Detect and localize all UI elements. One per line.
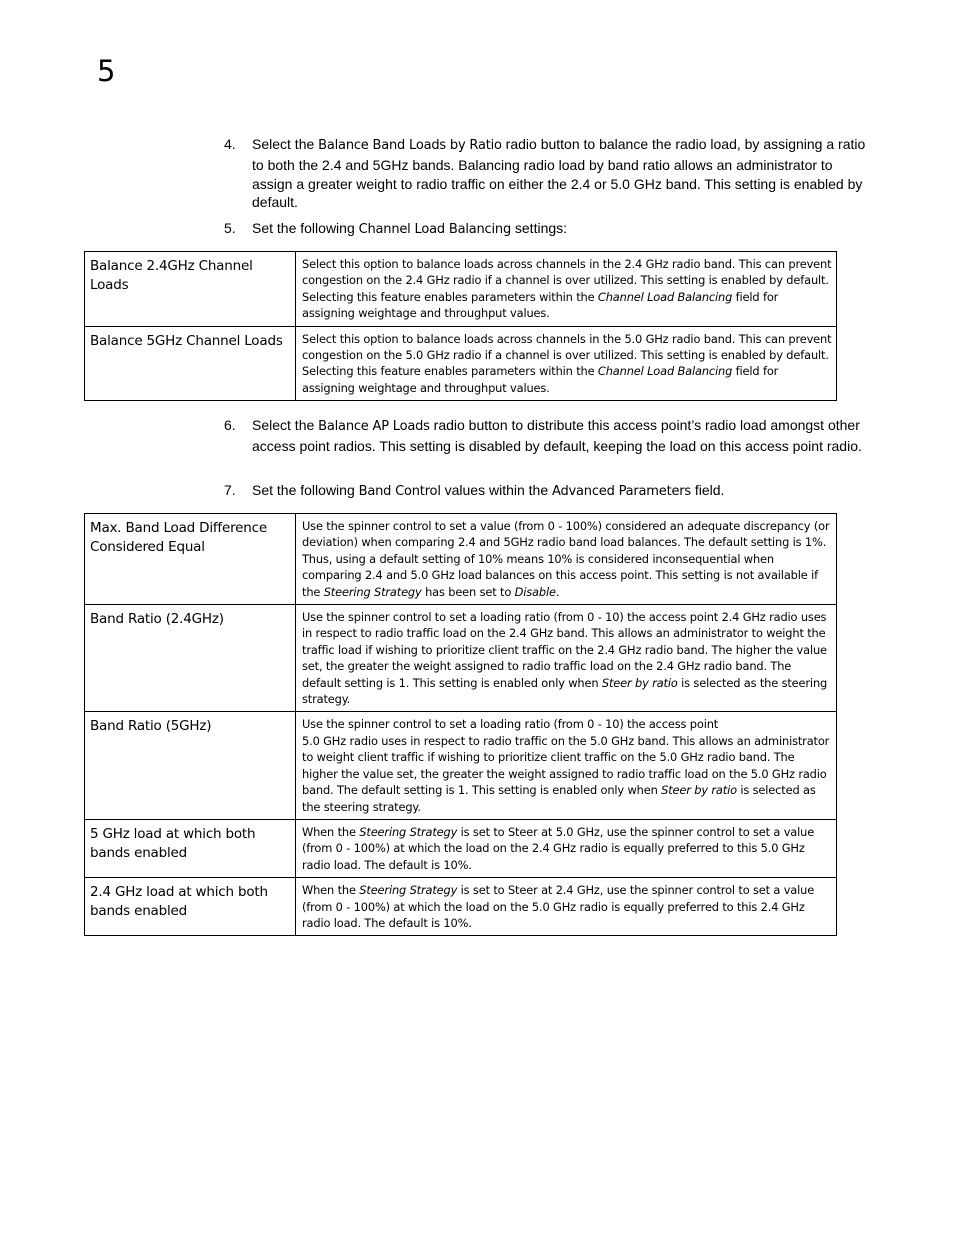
- param-description: Select this option to balance loads across channels in the 5.0 GHz radio band. This can prevent congestion on the 5.0 GHz radio if a channel is over utilized. This setting is enabled by default. Selecting this feature enables parameters within the Channel Load Balancing field for assigning weightage and throughput values.: [296, 326, 837, 401]
- table-row: [85, 252, 837, 327]
- step-6: [224, 416, 872, 456]
- param-description: Use the spinner control to set a value (from 0 - 100%) considered an adequate discrepancy (or deviation) when comparing 2.4 and 5GHz radio band load balances. The default setting is 1%. Thus, using a default setting of 10% means 10% is considered inconsequential when comparing 2.4 and 5.0 GHz load balances on this access point. This setting is not available if the Steering Strategy has been set to Disable.: [296, 514, 837, 605]
- param-name: Balance 5GHz Channel Loads: [85, 326, 296, 401]
- chapter-number: 5: [97, 54, 116, 88]
- param-description: When the Steering Strategy is set to Steer at 2.4 GHz, use the spinner control to set a value (from 0 - 100%) at which the load on the 5.0 GHz radio is equally preferred to this 2.4 GHz radio load. The default is 10%.: [296, 878, 837, 936]
- channel-load-balancing-table: [84, 251, 837, 401]
- param-name: Band Ratio (2.4GHz): [85, 605, 296, 712]
- ui-term: Balance Band Loads by Ratio: [318, 138, 502, 153]
- step-text: Set the following Channel Load Balancing settings:: [252, 220, 568, 237]
- param-name: 2.4 GHz load at which both bands enabled: [85, 878, 296, 936]
- ui-term: Advanced Parameters: [552, 484, 691, 499]
- band-control-table: [84, 513, 837, 936]
- step-number: 4.: [224, 136, 236, 152]
- param-description: Use the spinner control to set a loading ratio (from 0 - 10) the access point 2.4 GHz radio uses in respect to radio traffic load on the 2.4 GHz band. This allows an administrator to weight the traffic load if wishing to prioritize client traffic on the 2.4 GHz radio band. The higher the value set, the greater the weight assigned to radio traffic load on the 2.4 GHz radio band. The default setting is 1. This setting is enabled only when Steer by ratio is selected as the steering strategy.: [296, 605, 837, 712]
- ui-term: Channel Load Balancing: [358, 222, 511, 237]
- table-row: [85, 878, 837, 936]
- table-row: [85, 712, 837, 819]
- step-7: [224, 481, 872, 502]
- step-number: 6.: [224, 417, 236, 433]
- param-name: Balance 2.4GHz Channel Loads: [85, 252, 296, 327]
- step-number: 7.: [224, 482, 236, 498]
- table-row: [85, 819, 837, 877]
- ui-term: Band Control: [358, 484, 441, 499]
- table-row: [85, 514, 837, 605]
- param-description: Use the spinner control to set a loading ratio (from 0 - 10) the access point 5.0 GHz radio uses in respect to radio traffic on the 5.0 GHz band. This allows an administrator to weight client traffic if wishing to prioritize client traffic on the 5.0 GHz radio band. The higher the value set, the greater the weight assigned to radio traffic load on the 5.0 GHz radio band. The default setting is 1. This setting is enabled only when Steer by ratio is selected as the steering strategy.: [296, 712, 837, 819]
- step-number: 5.: [224, 220, 236, 236]
- step-text: Select the Balance AP Loads radio button to distribute this access point’s radio load amongst other access point radios. This setting is disabled by default, keeping the load on this access point radio.: [252, 417, 862, 454]
- table-row: [85, 605, 837, 712]
- table-row: [85, 326, 837, 401]
- param-description: When the Steering Strategy is set to Steer at 5.0 GHz, use the spinner control to set a value (from 0 - 100%) at which the load on the 2.4 GHz radio is equally preferred to this 5.0 GHz radio load. The default is 10%.: [296, 819, 837, 877]
- param-description: Select this option to balance loads across channels in the 2.4 GHz radio band. This can prevent congestion on the 2.4 GHz radio if a channel is over utilized. This setting is enabled by default. Selecting this feature enables parameters within the Channel Load Balancing field for assigning weightage and throughput values.: [296, 252, 837, 327]
- step-text: Select the Balance Band Loads by Ratio radio button to balance the radio load, by assigning a ratio to both the 2.4 and 5GHz bands. Balancing radio load by band ratio allows an administrator to assign a greater weight to radio traffic on either the 2.4 or 5.0 GHz band. This setting is enabled by default.: [252, 136, 866, 211]
- step-4: [224, 135, 872, 212]
- step-text: Set the following Band Control values within the Advanced Parameters field.: [252, 482, 725, 499]
- step-5: [224, 219, 872, 240]
- param-name: Band Ratio (5GHz): [85, 712, 296, 819]
- ui-term: Balance AP Loads: [318, 419, 430, 434]
- param-name: Max. Band Load Difference Considered Equal: [85, 514, 296, 605]
- param-name: 5 GHz load at which both bands enabled: [85, 819, 296, 877]
